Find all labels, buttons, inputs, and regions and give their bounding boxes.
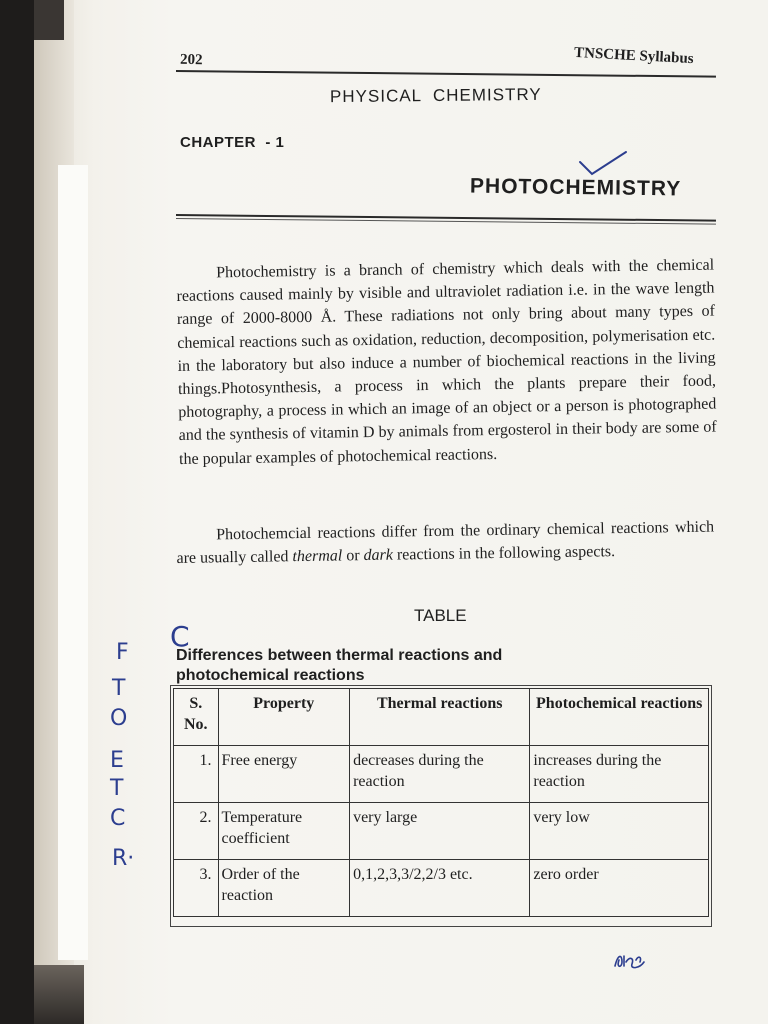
margin-letter: E [110, 748, 124, 773]
header-thermal: Thermal reactions [350, 689, 530, 746]
table-row [174, 803, 709, 860]
margin-letter: T [110, 776, 124, 801]
part-title: PHYSICAL CHEMISTRY [329, 84, 542, 107]
cell-property: Temperature coefficient [218, 803, 350, 860]
cell-photochemical: very low [530, 803, 709, 860]
table-row [174, 860, 709, 917]
running-head: TNSCHE Syllabus [573, 44, 695, 68]
term-thermal: thermal [292, 547, 343, 566]
cell-photochemical: increases during the reaction [530, 746, 709, 803]
cell-thermal: 0,1,2,3,3/2,2/3 etc. [350, 860, 530, 917]
cell-sno: 2. [174, 803, 219, 860]
paragraph-aspects: Photochemcial reactions differ from the ordinary chemical reactions which are usually called thermal or dark reactions in the following aspects. [176, 518, 715, 568]
page-number: 202 [179, 51, 203, 69]
paragraph-intro: Photochemistry is a branch of chemistry which deals with the chemical reactions caused mainly by visible and ultraviolet radiation i.e. in the wave length range of 2000-8000 Å. These radiations not only bring about many types of chemical reactions such as oxidation, reduction, decomposition, polymerisation etc. in the laboratory but also induce a number of biochemical reactions in the living things.Photosynthesis, a process in which the plants prepare their food, photography, a process in which an image of an object or a person is photographed and the synthesis of vitamin D by animals from ergosterol in their body are some of the popular examples of photochemical reactions. [176, 256, 717, 468]
cell-property: Order of the reaction [218, 860, 350, 917]
cell-sno: 3. [174, 860, 219, 917]
background-bottom [34, 965, 84, 1024]
page-edge-paper [58, 165, 88, 960]
margin-letter: R· [112, 846, 135, 871]
cell-photochemical: zero order [530, 860, 709, 917]
chapter-label: CHAPTER - 1 [180, 134, 285, 151]
signature-icon [612, 948, 648, 972]
margin-letter: C [110, 806, 126, 831]
table-header-row [174, 689, 709, 746]
cell-property: Free energy [218, 746, 350, 803]
table-heading: TABLE [414, 606, 467, 625]
header-property: Property [218, 689, 350, 746]
margin-letter: T [112, 676, 126, 701]
handwritten-bracket: C [170, 620, 190, 653]
cell-thermal: decreases during the reaction [350, 746, 530, 803]
header-photochemical: Photochemical reactions [530, 689, 709, 746]
cell-sno: 1. [174, 746, 219, 803]
chapter-title: PHOTOCHEMISTRY [469, 174, 682, 201]
comparison-table [173, 688, 709, 917]
background-corner [34, 0, 64, 40]
header-sno: S. No. [174, 689, 219, 746]
table-caption: Differences between thermal reactions and photochemical reactions [176, 647, 503, 684]
term-dark: dark [363, 546, 394, 565]
table-row [174, 746, 709, 803]
cell-thermal: very large [350, 803, 530, 860]
checkmark-icon [578, 148, 630, 178]
margin-letter: O [110, 706, 128, 731]
margin-letter: F [116, 640, 129, 665]
